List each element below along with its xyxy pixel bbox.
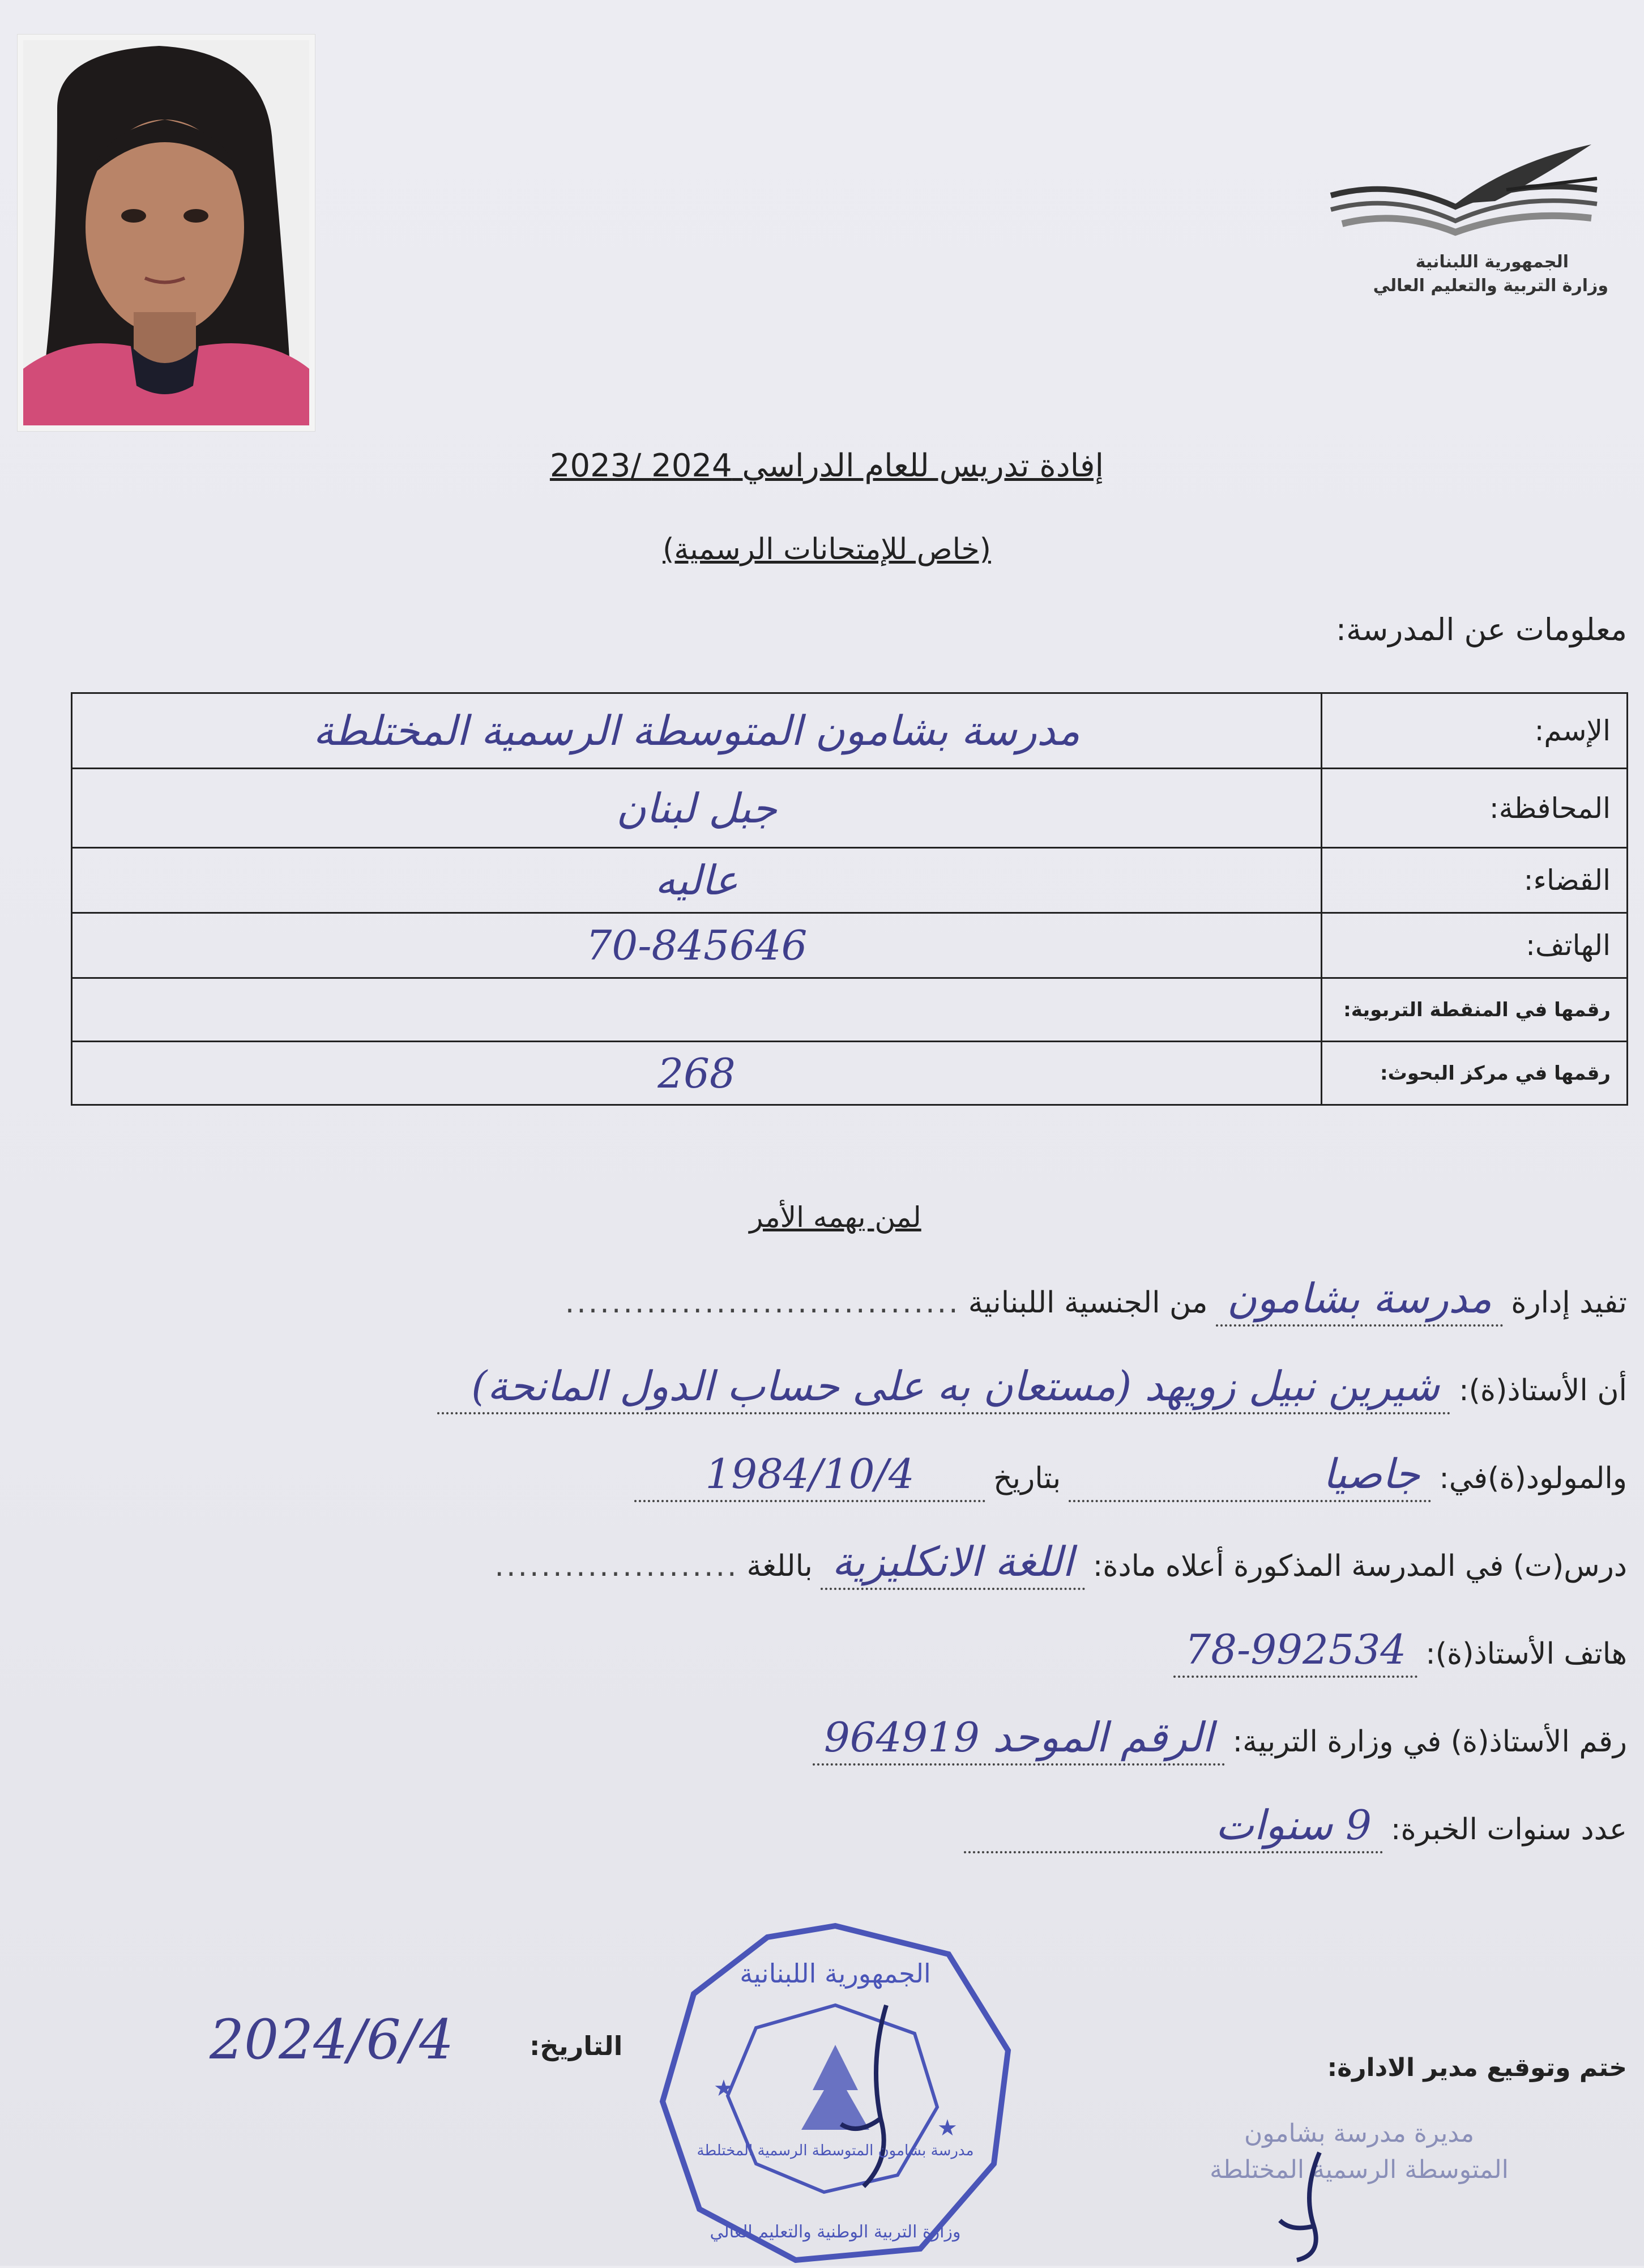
line1-dots: .................................. [565, 1286, 960, 1320]
line3-prefix: والمولود(ة)في: [1439, 1461, 1627, 1495]
principal-stamp-line1: مديرة مدرسة بشامون [1244, 2119, 1475, 2148]
row-label: رقمها في المنقطة التربوية: [1321, 979, 1626, 1041]
line2-value: شيرين نبيل زويهد (مستعان به على حساب الدول المانحة) [437, 1362, 1451, 1414]
id-photo [17, 34, 315, 432]
line3-value: جاصيا [1069, 1450, 1431, 1502]
book-quill-icon [1325, 144, 1608, 252]
row-value: مدرسة بشامون المتوسطة الرسمية المختلطة [313, 707, 1081, 754]
table-row [72, 912, 1626, 977]
ministry-line1: الجمهورية اللبنانية [1415, 252, 1569, 272]
star-icon: ★ [714, 2075, 734, 2101]
line3-date: 1984/10/4 [634, 1450, 985, 1502]
line6-value: الرقم الموحد 964919 [813, 1713, 1225, 1766]
row-value: جبل لبنان [616, 784, 777, 832]
principal-stamp [1161, 2116, 1557, 2188]
row-label: الهاتف: [1321, 914, 1626, 977]
row-label: القضاء: [1321, 849, 1626, 912]
line1-value: مدرسة بشامون [1216, 1274, 1504, 1327]
line5-value: 78-992534 [1173, 1626, 1417, 1678]
signature-label: ختم وتوقيع مدير الادارة: [1327, 2053, 1627, 2082]
section-label: معلومات عن المدرسة: [1335, 612, 1627, 647]
line1-prefix: تفيد إدارة [1511, 1286, 1627, 1320]
table-row [72, 694, 1626, 768]
stamp-text-top: الجمهورية اللبنانية [740, 1958, 931, 1989]
declaration-line-2 [437, 1362, 1627, 1414]
official-stamp [654, 1920, 1017, 2268]
declaration-line-4 [494, 1538, 1627, 1590]
star-icon: ★ [937, 2115, 958, 2141]
to-whom-heading: لمن يهمه الأمر [749, 1201, 921, 1234]
table-row [72, 847, 1626, 912]
line1-suffix: من الجنسية اللبنانية [968, 1286, 1208, 1320]
date-label: التاريخ: [530, 2031, 623, 2061]
line7-prefix: عدد سنوات الخبرة: [1390, 1813, 1627, 1847]
ministry-line2: وزارة التربية والتعليم العالي [1373, 276, 1608, 296]
cedar-icon [801, 2045, 869, 2130]
line5-prefix: هاتف الأستاذ(ة): [1425, 1637, 1627, 1671]
document-title: إفادة تدريس للعام الدراسي 2024 /2023 [549, 447, 1104, 484]
row-value: عاليه [655, 856, 738, 904]
table-row [72, 1041, 1626, 1104]
line6-prefix: رقم الأستاذ(ة) في وزارة التربية: [1232, 1725, 1627, 1759]
row-value [72, 979, 1321, 1041]
school-info-table [71, 692, 1628, 1106]
table-row [72, 768, 1626, 847]
line7-value: 9 سنوات [964, 1801, 1383, 1853]
declaration-line-6 [813, 1713, 1627, 1766]
line4-dots: ..................... [494, 1549, 739, 1583]
declaration-line-5 [1173, 1626, 1627, 1678]
declaration-line-1 [565, 1274, 1627, 1327]
row-label: المحافظة: [1321, 769, 1626, 847]
ministry-logo [1325, 144, 1608, 309]
row-label: رقمها في مركز البحوث: [1321, 1042, 1626, 1104]
row-value: 70-845646 [586, 922, 808, 969]
table-row [72, 977, 1626, 1041]
line4-suffix: باللغة [746, 1549, 813, 1583]
declaration-line-3 [634, 1450, 1627, 1502]
line3-mid: بتاريخ [993, 1461, 1061, 1495]
principal-stamp-line2: المتوسطة الرسمية المختلطة [1210, 2155, 1509, 2184]
row-label: الإسم: [1321, 694, 1626, 768]
row-value: 268 [657, 1049, 736, 1097]
stamp-text-center: مدرسة بشامون المتوسطة الرسمية المختلطة [697, 2142, 974, 2159]
principal-signature [1269, 2147, 1359, 2266]
stamp-text-bottom: وزارة التربية الوطنية والتعليم العالي [710, 2222, 961, 2242]
declaration-line-7 [964, 1801, 1627, 1853]
line4-prefix: درس(ت) في المدرسة المذكورة أعلاه مادة: [1092, 1549, 1627, 1583]
date-value: 2024/6/4 [210, 2008, 454, 2071]
line2-prefix: أن الأستاذ(ة): [1459, 1374, 1627, 1408]
document-subtitle: (خاص للإمتحانات الرسمية) [663, 532, 991, 566]
line4-value: اللغة الانكليزية [821, 1538, 1085, 1590]
